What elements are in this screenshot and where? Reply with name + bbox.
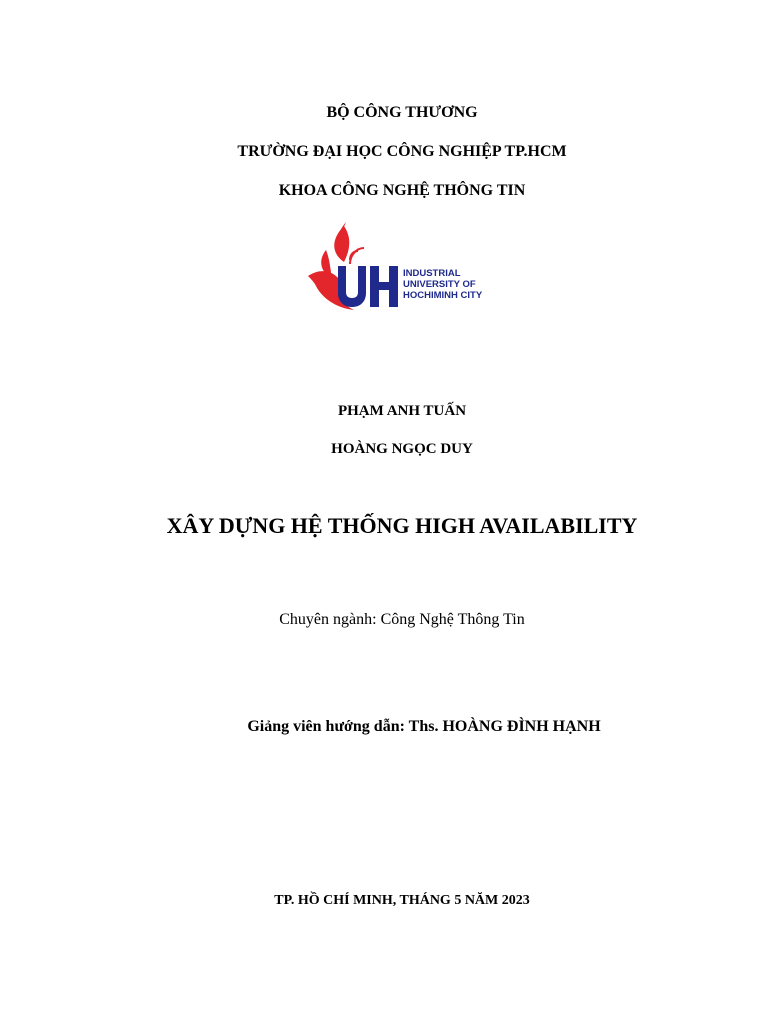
student-name-2: HOÀNG NGỌC DUY [331,441,473,457]
logo-text-line2: UNIVERSITY OF [403,279,476,290]
advisor-label: Giảng viên hướng dẫn: [247,718,405,735]
iuh-logo [306,220,498,312]
major-line: Chuyên ngành: Công Nghệ Thông Tin [279,611,525,628]
logo-text-line1: INDUSTRIAL [403,268,461,279]
iuh-flame-icon [308,222,398,310]
thesis-title: XÂY DỰNG HỆ THỐNG HIGH AVAILABILITY [166,513,638,538]
advisor-line [40,719,768,735]
university-name: TRƯỜNG ĐẠI HỌC CÔNG NGHIỆP TP.HCM [237,143,567,160]
student-name-1: PHẠM ANH TUẤN [337,403,467,419]
faculty-name: KHOA CÔNG NGHỆ THÔNG TIN [278,182,526,199]
place-date: TP. HỒ CHÍ MINH, THÁNG 5 NĂM 2023 [274,893,530,908]
ministry-name: BỘ CÔNG THƯƠNG [326,104,478,121]
advisor-name: Ths. HOÀNG ĐÌNH HẠNH [408,718,601,735]
logo-text-line3: HOCHIMINH CITY [403,290,483,301]
